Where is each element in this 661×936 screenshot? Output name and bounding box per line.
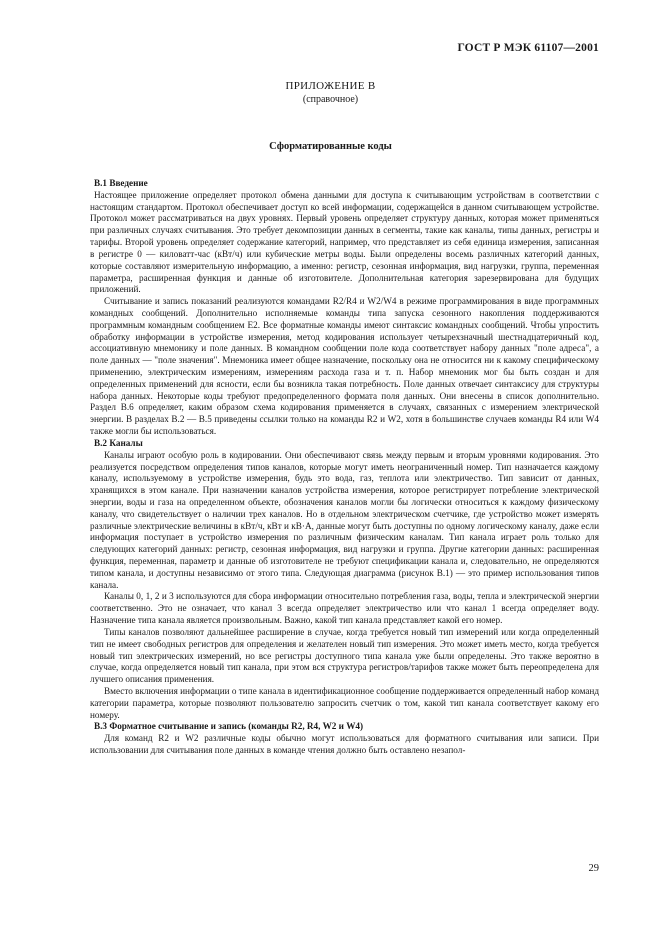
paragraph: Настоящее приложение определяет протокол обмена данными для доступа к считывающим устройствам в соответствии с настоящим стандартом. Протокол обеспечивает доступ ко всей информации, содержащейся в данном считывающем устройстве. Протокол может рассматриваться на двух уровнях. Первый уровень определяет структуру данных, которая может применяться при различных случаях считывания. Это требует декомпозиции данных в сегменты, такие как каналы, типы данных, регистры и тарифы. Второй уровень определяет содержание категорий, например, что представляет из себя единица измерения, записанная в регистре 0 — киловатт-час (кВт/ч) или кубические метры воды. Были определены восемь различных категорий данных, которые составляют измерительную информацию, а именно: регистр, сезонная информация, вид нагрузки, группа, переменная параметра, расширенная функция и данные об изготовителе. Дополнительная категория зарезервирована для будущих приложений. xyxy=(90,189,599,295)
section-heading-b1: В.1 Введение xyxy=(94,178,148,188)
document-title: Сформатированные коды xyxy=(269,141,392,152)
document-body xyxy=(90,178,599,757)
paragraph: Вместо включения информации о типе канала в идентификационное сообщение поддерживается определенный набор команд категории параметра, которые позволяют пользователю запросить счетчик о том, какой тип канала соответствует какому его номеру. xyxy=(90,685,599,720)
appendix-title: ПРИЛОЖЕНИЕ В xyxy=(285,80,376,92)
section-heading-b3: В.3 Форматное считывание и запись (команды R2, R4, W2 и W4) xyxy=(94,721,364,732)
appendix-subtitle: (справочное) xyxy=(302,94,359,105)
paragraph: Каналы 0, 1, 2 и 3 используются для сбора информации относительно потребления газа, воды, тепла и электрической энергии соответственно. Это не означает, что канал 3 всегда определяет электричество или что канал 1 всегда определяет воду. Назначение типа канала является произвольным. Важно, какой тип канала представляет какой его номер. xyxy=(90,591,599,626)
paragraph: Типы каналов позволяют дальнейшее расширение в случае, когда требуется новый тип измерений или когда определенный тип не имеет свободных регистров для определения и желателен новый тип измерения. Это может иметь место, когда требуется новый тип электрических измерений, но все регистры доступного типа канала уже были определены. Это также вероятно в случае, когда определяется новый тип канала, при этом вся структура регистров/тарифов также может быть переопределена для лучшего описания применения. xyxy=(90,626,599,685)
section-heading-b2: В.2 Каналы xyxy=(94,437,143,448)
standard-code-header: ГОСТ Р МЭК 61107—2001 xyxy=(457,42,599,54)
paragraph: Каналы играют особую роль в кодировании. Они обеспечивают связь между первым и вторым уровнями кодирования. Это реализуется посредством определения типов каналов, которые могут иметь неограниченный номер. Тип назначается каждому каналу, используемому в устройстве измерения, будь это вода, газ, теплота или электричество. Тип зависит от данных, хранящихся в этом канале. При назначении каналов устройства измерения, которое регистрирует потребление электрической энергии, воды и газа на определенном объекте, обозначения каналов могли бы логически относиться к каждому физическому каналу, что свидетельствует о наличии трех каналов. Но в отдельном электрическом счетчике, где устройство может измерять различные электрические величины в кВт/ч, кВт и кВ·А, данные могут быть доступны по одному логическому каналу, даже если информация поступает в устройство измерения по различным физическим каналам. Тип канала играет роль только для следующих категорий данных: регистр, сезонная информация, вид нагрузки и группа. Другие категории данных: расширенная функция, переменная, параметр и данные об изготовителе не требуют спецификации канала и, следовательно, не определяются типом канала, и доступны независимо от этого типа. Следующая диаграмма (рисунок В.1) — это пример использования типов канала. xyxy=(90,449,599,590)
page-number: 29 xyxy=(588,863,599,874)
paragraph: Для команд R2 и W2 различные коды обычно могут использоваться для форматного считывания или записи. При использовании для считывания поле данных в команде чтения должно быть оставлено незапол- xyxy=(90,733,599,755)
paragraph: Считывание и запись показаний реализуются командами R2/R4 и W2/W4 в режиме программирования в виде программных командных сообщений. Дополнительно исполняемые команды типа запуска сезонного накопления поддерживаются программным командным сообщением Е2. Все форматные команды имеют синтаксис командных сообщений. Чтобы упростить обработку информации в устройстве измерения, метод кодирования использует четырехзначный шестнадцатеричный код, ассоциативную мнемонику и поле данных. В командном сообщении поле кода соответствует набору данных "поле адреса", а поле данных — "поле значения". Мнемоника имеет общее назначение, поскольку она не относится ни к какому специфическому применению, электрическим измерениям, измерениям расхода газа и т. п. Набор мнемоник мог бы быть создан и для определенных применений для ясности, если бы возникла такая потребность. Поле данных отвечает синтаксису для структуры набора данных. Некоторые коды требуют предопределенного формата поля данных. Они внесены в список дополнительно. Раздел В.6 определяет, каким образом схема кодирования применяется в случаях, связанных с измерением электрической энергии. В разделах В.2 — В.5 приведены ссылки только на команды R2 и W2, хотя в большинстве случаев команды R4 или W4 также могли бы использоваться. xyxy=(90,296,599,437)
